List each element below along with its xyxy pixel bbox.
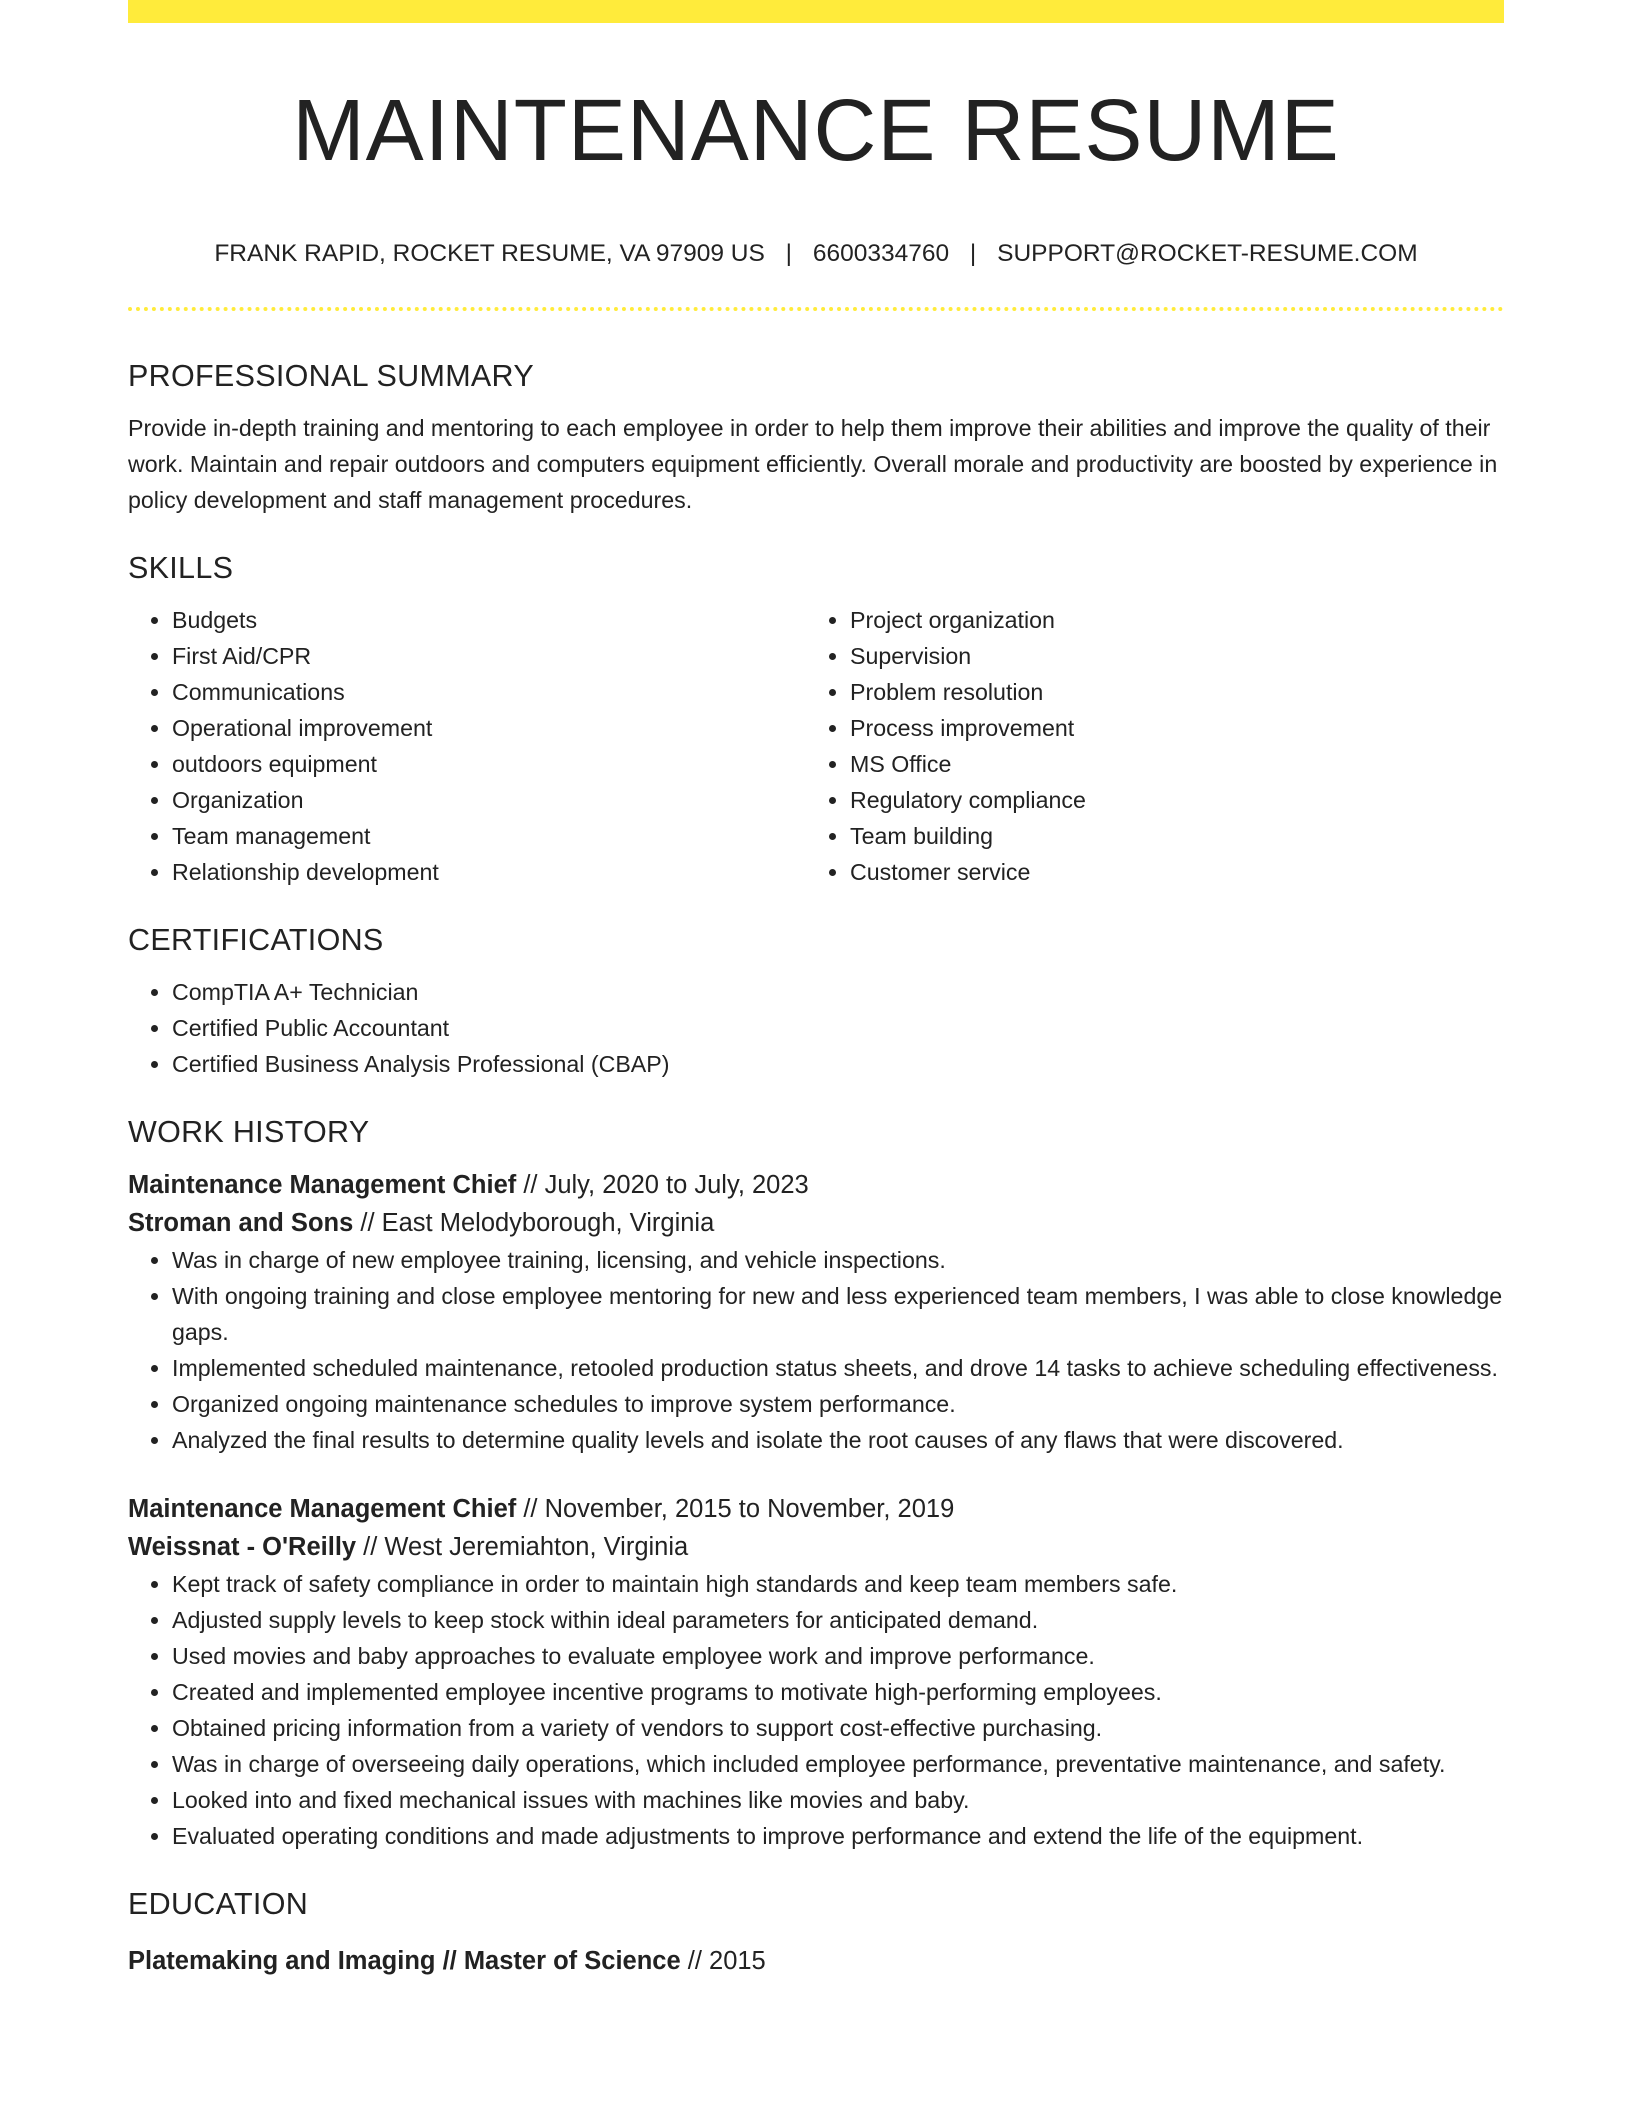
- work-history-section: [128, 1106, 1504, 1854]
- job-dates: // November, 2015 to November, 2019: [516, 1495, 955, 1523]
- summary-heading: PROFESSIONAL SUMMARY: [128, 359, 534, 393]
- summary-section: [128, 350, 1504, 518]
- skill-item: • Communications: [172, 674, 806, 710]
- job-company: Stroman and Sons: [128, 1209, 354, 1237]
- job-bullets: [128, 1242, 1504, 1458]
- education-entry: [128, 1942, 1504, 1980]
- education-degree: Platemaking and Imaging // Master of Science: [128, 1947, 681, 1975]
- skill-item: • Team management: [172, 818, 806, 854]
- job-dates: // July, 2020 to July, 2023: [516, 1171, 809, 1199]
- job-bullet: • Kept track of safety compliance in order to maintain high standards and keep team members safe.: [172, 1566, 1504, 1602]
- skills-list-left: [128, 602, 806, 890]
- job-bullet: • Created and implemented employee incentive programs to motivate high-performing employees.: [172, 1674, 1504, 1710]
- skill-item: • Problem resolution: [850, 674, 1484, 710]
- job-bullet: • With ongoing training and close employee mentoring for new and less experienced team members, I was able to close knowledge gaps.: [172, 1278, 1504, 1350]
- skill-item: • MS Office: [850, 746, 1484, 782]
- certification-item: • Certified Business Analysis Professional (CBAP): [172, 1046, 1504, 1082]
- skills-column-right: [806, 602, 1484, 890]
- job-bullet: • Organized ongoing maintenance schedules to improve system performance.: [172, 1386, 1504, 1422]
- certifications-section: [128, 914, 1504, 1082]
- certifications-heading: CERTIFICATIONS: [128, 923, 384, 957]
- job-bullet: • Adjusted supply levels to keep stock within ideal parameters for anticipated demand.: [172, 1602, 1504, 1638]
- job-company-line: [128, 1528, 1504, 1566]
- resume-body: [128, 350, 1504, 1980]
- certification-item: • CompTIA A+ Technician: [172, 974, 1504, 1010]
- work-history-heading: WORK HISTORY: [128, 1115, 370, 1149]
- skill-item: • Relationship development: [172, 854, 806, 890]
- job-location: // West Jeremiahton, Virginia: [356, 1533, 689, 1561]
- skill-item: • outdoors equipment: [172, 746, 806, 782]
- contact-line: [128, 237, 1504, 271]
- contact-separator: |: [969, 240, 977, 267]
- contact-phone: 6600334760: [812, 240, 950, 267]
- header-divider: [128, 307, 1504, 311]
- job-bullet: • Implemented scheduled maintenance, retooled production status sheets, and drove 14 tasks to achieve scheduling effectiveness.: [172, 1350, 1504, 1386]
- job-bullets: [128, 1566, 1504, 1854]
- education-year: // 2015: [680, 1947, 766, 1975]
- skill-item: • Supervision: [850, 638, 1484, 674]
- certifications-list: [128, 974, 1504, 1082]
- job-entry: [128, 1166, 1504, 1458]
- contact-separator: |: [785, 240, 793, 267]
- skill-item: • Project organization: [850, 602, 1484, 638]
- skills-list-right: [806, 602, 1484, 890]
- job-company-line: [128, 1204, 1504, 1242]
- job-title: Maintenance Management Chief: [128, 1495, 517, 1523]
- contact-email: SUPPORT@ROCKET-RESUME.COM: [997, 240, 1418, 267]
- skill-item: • Team building: [850, 818, 1484, 854]
- skill-item: • First Aid/CPR: [172, 638, 806, 674]
- resume-title: MAINTENANCE RESUME: [292, 82, 1340, 179]
- skill-item: • Budgets: [172, 602, 806, 638]
- job-bullet: • Evaluated operating conditions and made adjustments to improve performance and extend the life of the equipment.: [172, 1818, 1504, 1854]
- skills-columns: [128, 602, 1504, 890]
- skills-heading: SKILLS: [128, 551, 234, 585]
- education-section: [128, 1878, 1504, 1980]
- job-title-line: [128, 1490, 1504, 1528]
- contact-address: FRANK RAPID, ROCKET RESUME, VA 97909 US: [214, 240, 765, 267]
- skill-item: • Process improvement: [850, 710, 1484, 746]
- job-title-line: [128, 1166, 1504, 1204]
- skill-item: • Regulatory compliance: [850, 782, 1484, 818]
- accent-top-bar: [128, 0, 1504, 23]
- job-bullet: • Analyzed the final results to determine quality levels and isolate the root causes of any flaws that were discovered.: [172, 1422, 1504, 1458]
- job-bullet: • Was in charge of new employee training, licensing, and vehicle inspections.: [172, 1242, 1504, 1278]
- skill-item: • Customer service: [850, 854, 1484, 890]
- job-title: Maintenance Management Chief: [128, 1171, 517, 1199]
- education-heading: EDUCATION: [128, 1887, 309, 1921]
- summary-text: Provide in-depth training and mentoring to each employee in order to help them improve their abilities and improve the quality of their work. Maintain and repair outdoors and computers equipment efficiently. Overall morale and productivity are boosted by experience in policy development and staff management procedures.: [128, 415, 1498, 513]
- skills-section: [128, 542, 1504, 890]
- job-bullet: • Was in charge of overseeing daily operations, which included employee performance, preventative maintenance, and safety.: [172, 1746, 1504, 1782]
- job-entry: [128, 1490, 1504, 1854]
- skill-item: • Organization: [172, 782, 806, 818]
- job-location: // East Melodyborough, Virginia: [353, 1209, 715, 1237]
- job-bullet: • Looked into and fixed mechanical issues with machines like movies and baby.: [172, 1782, 1504, 1818]
- job-bullet: • Obtained pricing information from a variety of vendors to support cost-effective purchasing.: [172, 1710, 1504, 1746]
- skill-item: • Operational improvement: [172, 710, 806, 746]
- certification-item: • Certified Public Accountant: [172, 1010, 1504, 1046]
- skills-column-left: [128, 602, 806, 890]
- job-bullet: • Used movies and baby approaches to evaluate employee work and improve performance.: [172, 1638, 1504, 1674]
- job-company: Weissnat - O'Reilly: [128, 1533, 357, 1561]
